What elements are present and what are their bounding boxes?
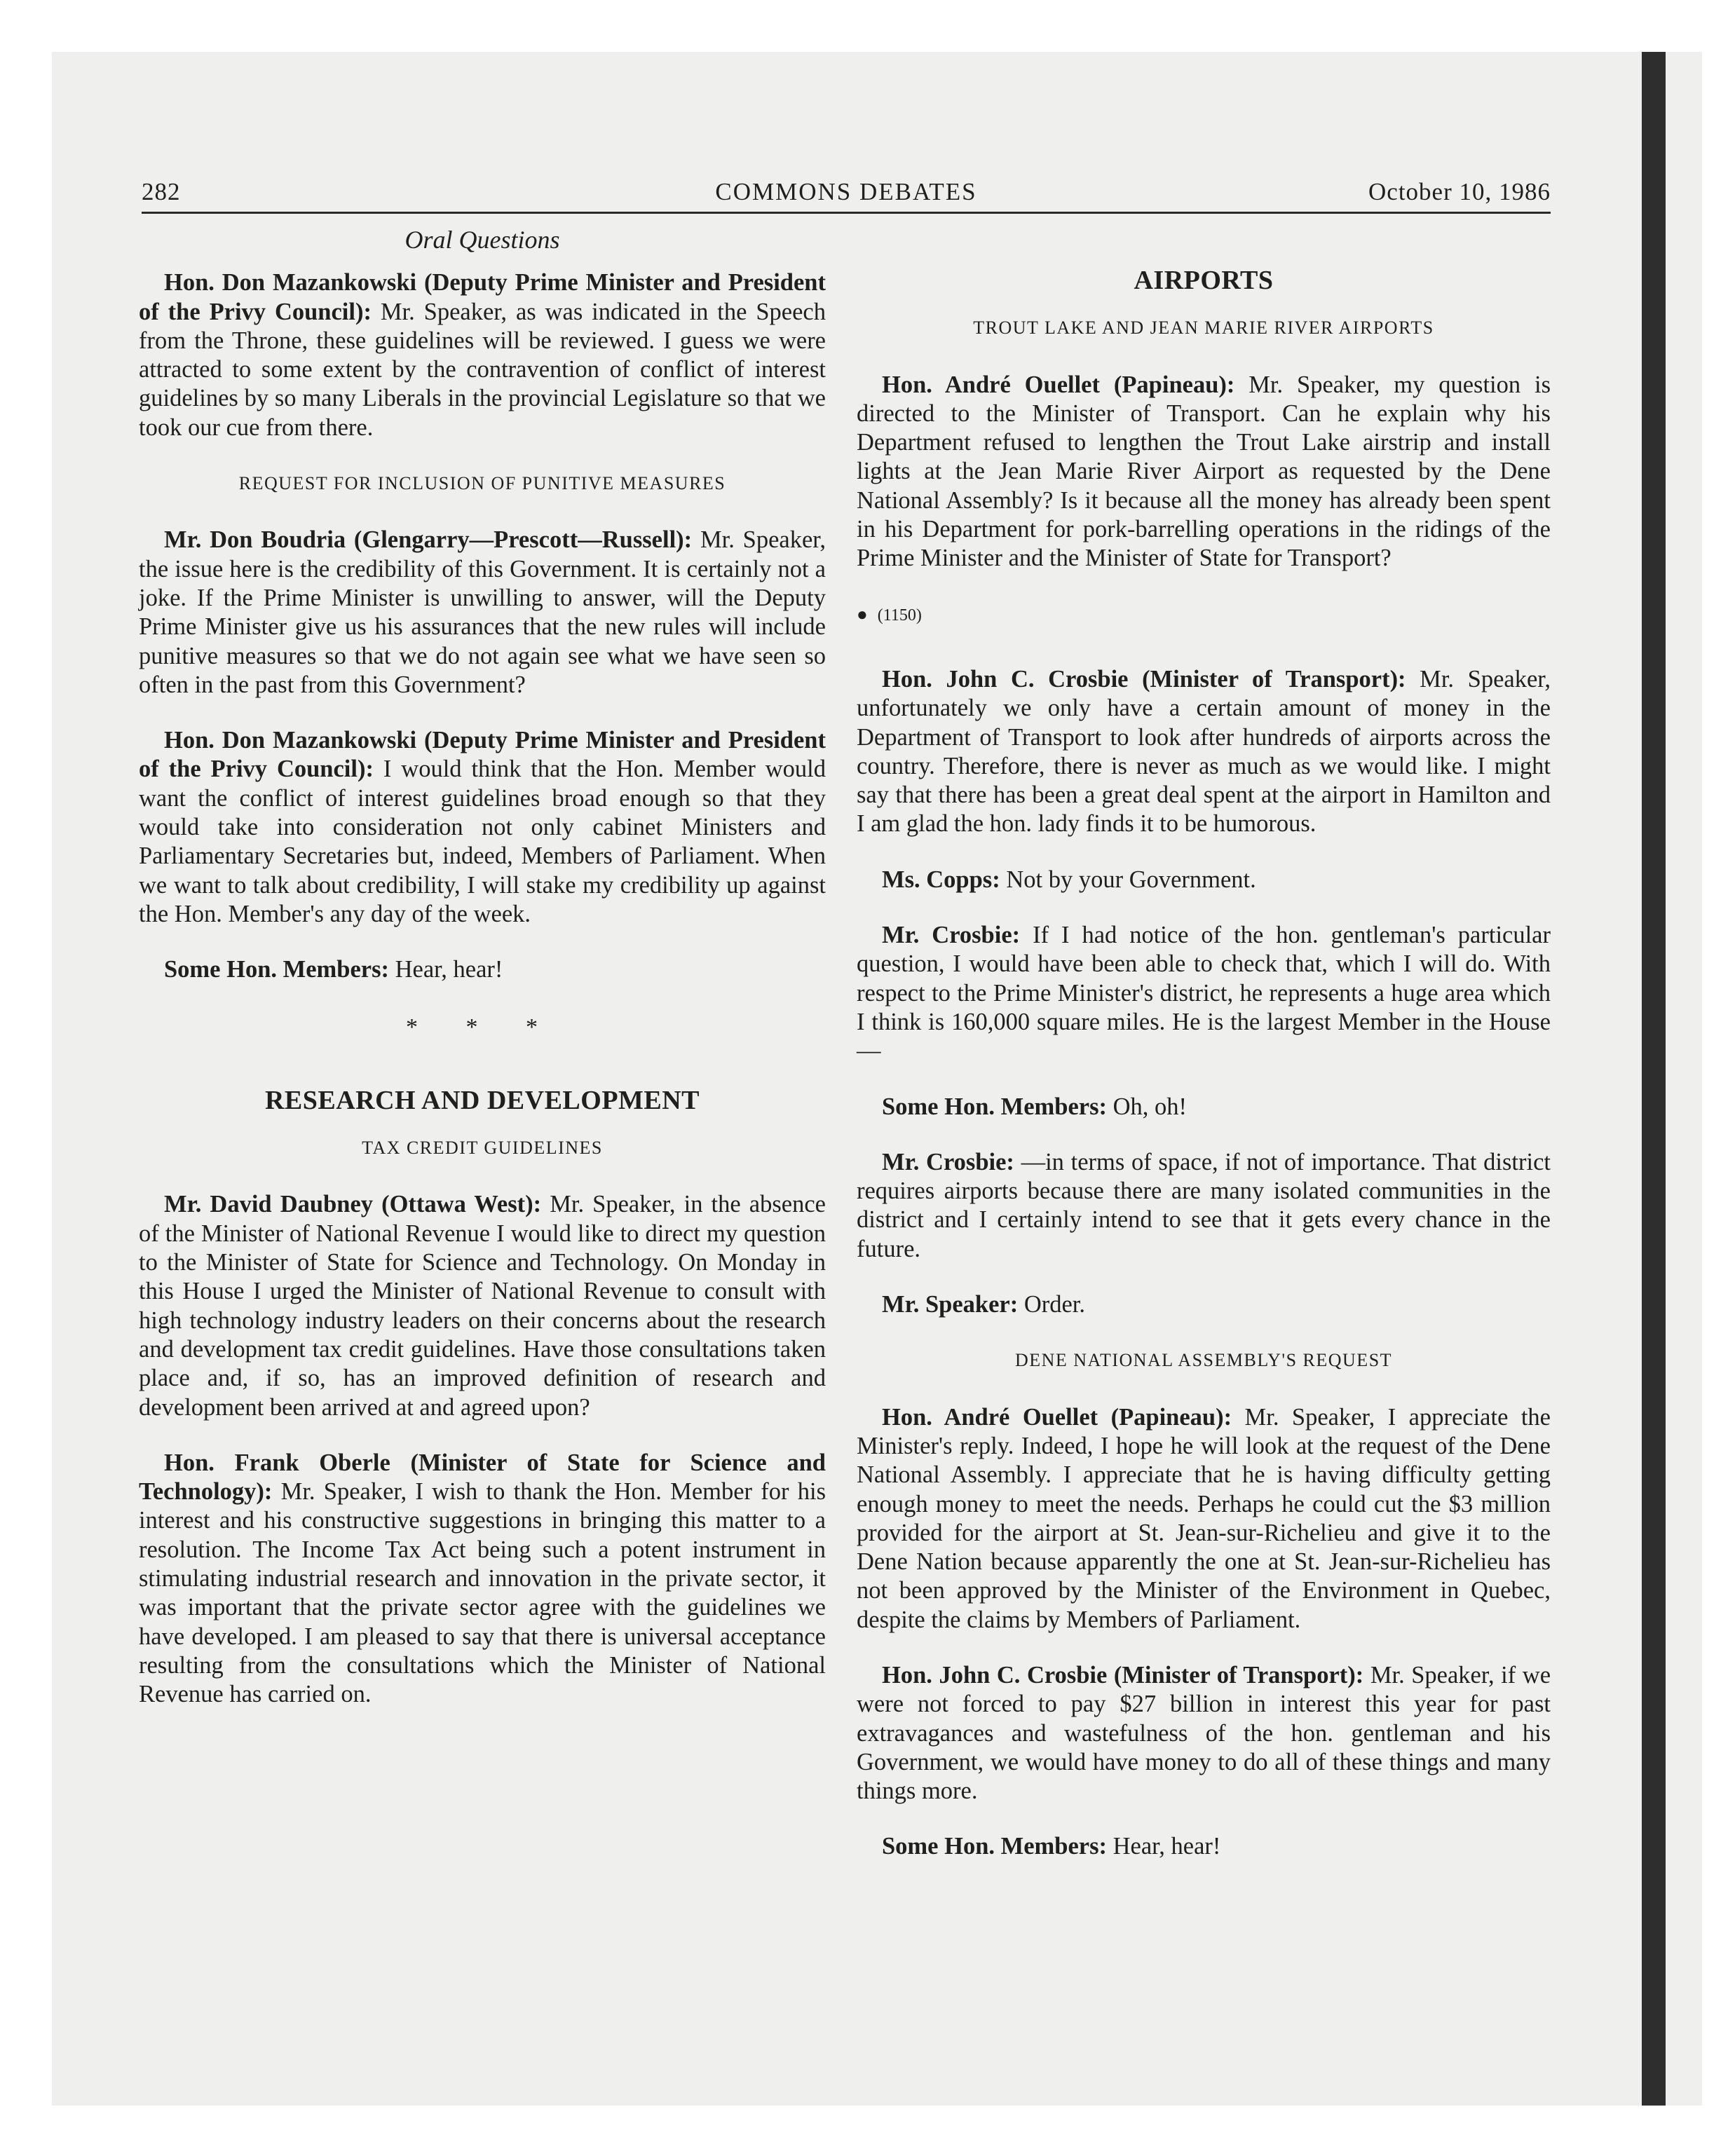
speech-paragraph	[857, 1093, 1551, 1121]
publication-title: COMMONS DEBATES	[715, 178, 977, 205]
speech-paragraph	[139, 955, 826, 984]
speech-paragraph	[857, 1148, 1551, 1264]
speech-text: Hear, hear!	[1106, 1833, 1221, 1860]
speaker-name: Mr. Crosbie:	[882, 922, 1021, 949]
section-heading: AIRPORTS	[1134, 266, 1274, 295]
speech-text: Mr. Speaker, the issue here is the credibility of this Government. It is certainly not a joke. If the Prime Minister is unwilling to answer, will the Deputy Prime Minister give us his assurances that the new rules will include punitive measures so that we do not again see what we have seen so often in the past from this Government?	[139, 526, 826, 698]
subheading: TAX CREDIT GUIDELINES	[362, 1138, 603, 1159]
speech-paragraph	[857, 921, 1551, 1065]
speaker-name: Mr. Don Boudria (Glengarry—Prescott—Russell):	[164, 526, 693, 554]
speaker-name: Hon. John C. Crosbie (Minister of Transport):	[882, 1661, 1364, 1688]
speaker-name: Hon. André Ouellet (Papineau):	[882, 1403, 1232, 1431]
speaker-name: Mr. Crosbie:	[882, 1148, 1014, 1175]
speaker-name: Hon. Don Mazankowski (Deputy Prime Minister and President of the Privy Council):	[139, 727, 826, 783]
speech-text: —in terms of space, if not of importance. That district requires airports because there are many isolated communities in the district and I certainly intend to see that it gets every chance in the future.	[857, 1148, 1551, 1262]
speech-text: Not by your Government.	[1000, 866, 1256, 893]
speaker-name: Hon. Don Mazankowski (Deputy Prime Minister and President of the Privy Council):	[139, 269, 826, 325]
speech-paragraph	[857, 1290, 1551, 1319]
section-separator: * * *	[406, 1014, 559, 1040]
speech-text: Hear, hear!	[388, 956, 503, 983]
speaker-name: Ms. Copps:	[882, 866, 1000, 893]
speech-text: Mr. Speaker, my question is directed to the Minister of Transport. Can he explain why his Department refused to lengthen the Trout Lake airstrip and install lights at the Jean Marie River Airport as requested by the Dene National Assembly? Is it because all the money has already been spent in his Department for pork-barrelling operations in the ridings of the Prime Minister and the Minister of State for Transport?	[857, 371, 1551, 572]
speaker-name: Hon. John C. Crosbie (Minister of Transport):	[882, 665, 1406, 692]
speech-text: Mr. Speaker, I appreciate the Minister's reply. Indeed, I hope he will look at the request of the Dene National Assembly. I appreciate that he is having difficulty getting enough money to meet the needs. Perhaps he could cut the $3 million provided for the airport at St. Jean-sur-Richelieu and give it to the Dene Nation because apparently the one at St. Jean-sur-Richelieu has not been approved by the Minister of the Environment in Quebec, despite the claims by Members of Parliament.	[857, 1403, 1551, 1633]
speech-text: Mr. Speaker, unfortunately we only have a certain amount of money in the Department of Transport to look after hundreds of airports across the country. Therefore, there is never as much as we would like. I might say that there has been a great deal spent at the airport in Hamilton and I am glad the hon. lady finds it to be humorous.	[857, 665, 1551, 838]
speaker-name: Some Hon. Members:	[882, 1833, 1107, 1860]
speech-paragraph	[139, 726, 826, 929]
page-number: 282	[142, 178, 181, 205]
speech-text: Mr. Speaker, as was indicated in the Speech from the Throne, these guidelines will be reviewed. I guess we were attracted to some extent by the contravention of conflict of interest guidelines by so many Liberals in the provincial Legislature so that we took our cue from there.	[139, 298, 826, 441]
speech-text: Order.	[1018, 1291, 1086, 1318]
speaker-name: Mr. David Daubney (Ottawa West):	[164, 1191, 542, 1218]
time-marker-text: (1150)	[877, 606, 922, 625]
speech-paragraph	[857, 1661, 1551, 1806]
speech-paragraph	[139, 1190, 826, 1421]
speaker-name: Hon. Frank Oberle (Minister of State for Science and Technology):	[139, 1449, 826, 1506]
speech-paragraph	[857, 1832, 1551, 1861]
page-header	[142, 175, 1551, 214]
speaker-name: Hon. André Ouellet (Papineau):	[882, 371, 1235, 398]
speaker-name: Some Hon. Members:	[164, 956, 389, 983]
running-head: Oral Questions	[404, 226, 560, 254]
left-column	[139, 226, 826, 1735]
bullet-icon: ●	[857, 603, 868, 625]
speech-text: Mr. Speaker, if we were not forced to pay $27 billion in interest this year for past extravagances and wastefulness of the hon. gentleman and his Government, we would have money to do all of these things and many things more.	[857, 1661, 1551, 1805]
subheading: TROUT LAKE AND JEAN MARIE RIVER AIRPORTS	[973, 318, 1434, 339]
speech-paragraph	[857, 371, 1551, 573]
section-heading: RESEARCH AND DEVELOPMENT	[264, 1085, 700, 1115]
speech-text: I would think that the Hon. Member would want the conflict of interest guidelines broad enough so that they would take into consideration not only cabinet Ministers and Parliamentary Secretaries but, indeed, Members of Parliament. When we want to talk about credibility, I will stake my credibility up against the Hon. Member's any day of the week.	[139, 756, 826, 927]
subheading: DENE NATIONAL ASSEMBLY'S REQUEST	[1014, 1350, 1393, 1371]
right-column	[857, 266, 1551, 1888]
speech-paragraph	[857, 665, 1551, 839]
page-date: October 10, 1986	[1368, 178, 1551, 205]
page-edge-shadow	[1642, 52, 1666, 2106]
speaker-name: Mr. Speaker:	[882, 1291, 1019, 1318]
time-marker	[857, 600, 1551, 630]
speaker-name: Some Hon. Members:	[882, 1093, 1107, 1120]
subheading: REQUEST FOR INCLUSION OF PUNITIVE MEASURES	[238, 473, 726, 494]
speech-paragraph	[139, 268, 826, 442]
speech-paragraph	[139, 526, 826, 700]
speech-text: Mr. Speaker, I wish to thank the Hon. Member for his interest and his constructive suggestions in bringing this matter to a resolution. The Income Tax Act being such a potent instrument in stimulating industrial research and innovation in the private sector, it was important that the private sector agree with the guidelines we have developed. I am pleased to say that there is universal acceptance resulting from the consultations which the Minister of National Revenue has carried on.	[139, 1478, 826, 1708]
speech-paragraph	[857, 1403, 1551, 1635]
speech-text: Mr. Speaker, in the absence of the Minister of National Revenue I would like to direct my question to the Minister of State for Science and Technology. On Monday in this House I urged the Minister of National Revenue to consult with high technology industry leaders on their concerns about the research and development tax credit guidelines. Have those consultations taken place and, if so, has an improved definition of research and development been arrived at and agreed upon?	[139, 1191, 826, 1421]
speech-text: Oh, oh!	[1106, 1093, 1188, 1120]
speech-paragraph	[857, 866, 1551, 894]
speech-paragraph	[139, 1449, 826, 1710]
speech-text: If I had notice of the hon. gentleman's particular question, I would have been able to check that, which I will do. With respect to the Prime Minister's district, he represents a huge area which I think is 160,000 square miles. He is the largest Member in the House—	[857, 922, 1551, 1065]
